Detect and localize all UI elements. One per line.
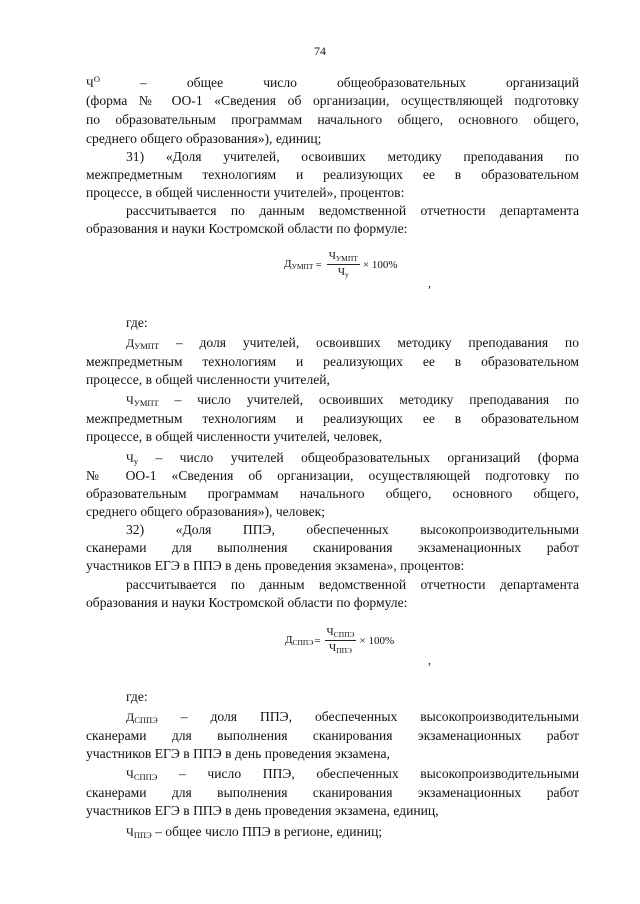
text-line: участников ЕГЭ в ППЭ в день проведения экзамена, <box>86 746 390 761</box>
text-line: сканерами для выполнения сканирования экзаменационных работ <box>86 785 579 800</box>
text-line: сканерами для выполнения сканирования экзаменационных работ <box>86 540 579 555</box>
text-line: участников ЕГЭ в ППЭ в день проведения экзамена, единиц, <box>86 803 439 818</box>
text-line: рассчитывается по данным ведомственной отчетности департамента <box>126 577 579 592</box>
text-line: сканерами для выполнения сканирования экзаменационных работ <box>86 728 579 743</box>
text-line: где: <box>126 689 148 704</box>
definition-chumpt: $Ч_{УМПТ}$ – число учителей, освоивших методику преподавания по <box>126 392 579 408</box>
text-line: образования и науки Костромской области по формуле: <box>86 221 408 236</box>
text-line: № ОО-1 «Сведения об организации, осуществляющей подготовку по <box>86 468 579 483</box>
definition-chsppe: $Ч_{СППЭ}$ – число ППЭ, обеспеченных высокопроизводительными <box>126 766 580 782</box>
definition-chppe: $Ч_{ППЭ}$ – общее число ППЭ в регионе, единиц; <box>126 824 383 840</box>
formula-dsppe: $Д_{СППЭ}$ = $\frac{Ч_{СППЭ}}{Ч_{ППЭ}}$ × 100% <box>285 626 395 655</box>
text-line: среднего общего образования»), единиц; <box>86 131 322 146</box>
definition-dsppe: $Д_{СППЭ}$ – доля ППЭ, обеспеченных высокопроизводительными <box>126 709 579 725</box>
definition-ch-o: $Ч_О$ – общее число общеобразовательных организаций <box>86 74 579 90</box>
text-line: (форма № ОО-1 «Сведения об организации, осуществляющей подготовку <box>86 93 579 108</box>
formula-dumpt: $Д_{УМПТ}$ = $\frac{Ч_{УМПТ}}{Ч_у}$ × 100% <box>284 250 398 279</box>
text-line: процессе, в общей численности учителей, <box>86 372 330 387</box>
text-line: межпредметным технологиям и реализующих ее в образовательном <box>86 354 579 369</box>
definition-dumpt: $Д_{УМПТ}$ – доля учителей, освоивших методику преподавания по <box>126 335 579 351</box>
page-number: 74 <box>314 44 326 58</box>
definition-chu: $Ч_у$ – число учителей общеобразовательных организаций (форма <box>126 450 579 466</box>
item-31-title: 31) «Доля учителей, освоивших методику преподавания по <box>126 149 579 164</box>
text-line: образования и науки Костромской области по формуле: <box>86 595 408 610</box>
text-line: участников ЕГЭ в ППЭ в день проведения экзамена», процентов: <box>86 558 465 573</box>
fraction: $\frac{Ч_{СППЭ}}{Ч_{ППЭ}}$ <box>326 626 355 655</box>
text-line: процессе, в общей численности учителей, человек, <box>86 429 383 444</box>
text-line: межпредметным технологиям и реализующих ее в образовательном <box>86 411 579 426</box>
formula-comma: , <box>428 276 431 290</box>
formula-comma: , <box>428 653 431 667</box>
text-line: по образовательным программам начального общего, основного общего, <box>86 112 579 127</box>
item-32-title: 32) «Доля ППЭ, обеспеченных высокопроизводительными <box>126 522 579 537</box>
fraction: $\frac{Ч_{УМПТ}}{Ч_у}$ <box>328 250 358 279</box>
text-line: образовательным программам начального общего, основного общего, <box>86 486 579 501</box>
text-line: рассчитывается по данным ведомственной отчетности департамента <box>126 203 579 218</box>
text-line: процессе, в общей численности учителей», процентов: <box>86 185 405 200</box>
text-line: где: <box>126 315 148 330</box>
text-line: межпредметным технологиям и реализующих ее в образовательном <box>86 167 579 182</box>
text-line: среднего общего образования»), человек; <box>86 504 326 519</box>
